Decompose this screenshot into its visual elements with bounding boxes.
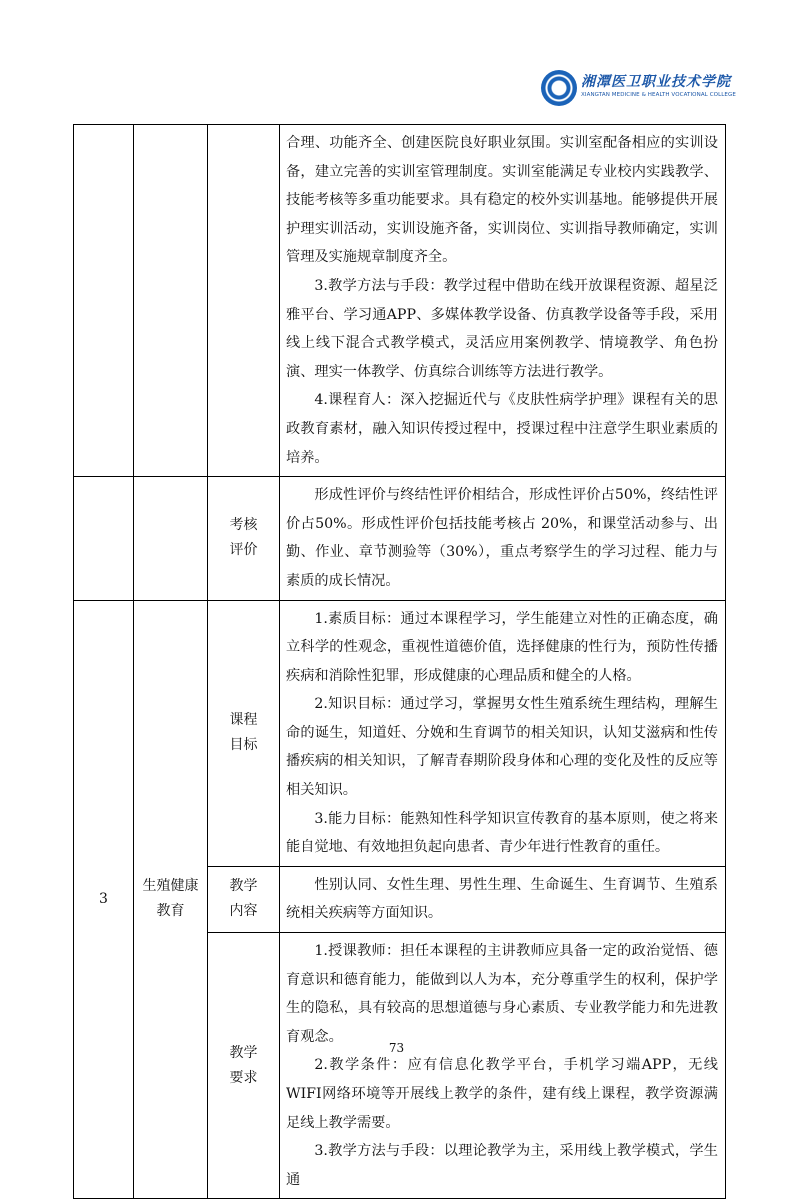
objectives-label: 课程 目标 xyxy=(208,600,280,866)
requirement-item: 1.授课教师：担任本课程的主讲教师应具备一定的政治觉悟、德育意识和德育能力，能做到以人为本，充分尊重学生的权利，保护学生的隐私，具有较高的思想道德与身心素质、专业教学能力和先进教育观念。 xyxy=(286,943,718,1045)
objective-item: 2.知识目标：通过学习，掌握男女性生殖系统生理结构，理解生命的诞生，知道妊、分娩和生育调节的相关知识，认知艾滋病和性传播疾病的相关知识，了解青春期阶段身体和心理的变化及性的反应等相关知识。 xyxy=(286,696,718,799)
school-name-en: XIANGTAN MEDICINE & HEALTH VOCATIONAL COLLEGE xyxy=(581,92,736,98)
table-row xyxy=(74,125,726,477)
table-row xyxy=(74,477,726,600)
objective-item: 1.素质目标：通过本课程学习，学生能建立对性的正确态度，确立科学的性观念，重视性道德价值，选择健康的性行为，预防性传播疾病和消除性犯罪，形成健康的心理品质和健全的人格。 xyxy=(286,610,718,684)
assessment-content xyxy=(280,477,726,600)
teaching-content xyxy=(280,866,726,932)
curriculum-table xyxy=(73,124,726,1199)
course-number: 3 xyxy=(74,600,134,1199)
requirement-item: 4.课程育人：深入挖掘近代与《皮肤性病学护理》课程有关的思政教育素材，融入知识传授过程中，授课过程中注意学生职业素质的培养。 xyxy=(286,392,718,466)
course-number-cell xyxy=(74,125,134,477)
course-number-cell xyxy=(74,477,134,600)
content-label: 教学 内容 xyxy=(208,866,280,932)
school-emblem-icon xyxy=(541,70,577,106)
course-name: 生殖健康 教育 xyxy=(134,600,208,1199)
content-text: 性别认同、女性生理、男性生理、生命诞生、生育调节、生殖系统相关疾病等方面知识。 xyxy=(286,876,718,922)
course-name-cell xyxy=(134,125,208,477)
page-number: 73 xyxy=(388,1041,405,1055)
assessment-label: 考核 评价 xyxy=(208,477,280,600)
table-row xyxy=(74,600,726,866)
course-name-cell xyxy=(134,477,208,600)
requirements-label: 教学 要求 xyxy=(208,933,280,1199)
requirement-item: 3.教学方法与手段：教学过程中借助在线开放课程资源、超星泛雅平台、学习通APP、多媒体教学设备、仿真教学设备等手段，采用线上线下混合式教学模式，灵活应用案例教学、情境教学、角色扮演、理实一体教学、仿真综合训练等方法进行教学。 xyxy=(286,277,718,380)
school-name: 湘潭医卫职业技术学院 xyxy=(581,74,731,90)
school-logo xyxy=(541,68,736,108)
assessment-text: 形成性评价与终结性评价相结合，形成性评价占50%，终结性评价占50%。形成性评价包括技能考核占 20%，和课堂活动参与、出勤、作业、章节测验等（30%），重点考察学生的学习过程、能力与素质的成长情况。 xyxy=(286,487,718,589)
objective-item: 3.能力目标：能熟知性科学知识宣传教育的基本原则，使之将来能自觉地、有效地担负起向患者、青少年进行性教育的重任。 xyxy=(286,810,718,856)
objectives-content xyxy=(280,600,726,866)
requirement-item: 3.教学方法与手段：以理论教学为主，采用线上教学模式，学生通 xyxy=(286,1143,718,1188)
requirement-item: 2.教学条件：应有信息化教学平台，手机学习端APP，无线WIFI网络环境等开展线上教学的条件，建有线上课程，教学资源满足线上教学需要。 xyxy=(286,1057,718,1131)
requirements-continued: 合理、功能齐全、创建医院良好职业氛围。实训室配备相应的实训设备，建立完善的实训室管理制度。实训室能满足专业校内实践教学、技能考核等多重功能要求。具有稳定的校外实训基地。能够提供开展护理实训活动，实训设施齐备，实训岗位、实训指导教师确定，实训管理及实施规章制度齐全。 xyxy=(286,135,718,266)
requirements-content xyxy=(280,933,726,1199)
requirements-content xyxy=(280,125,726,477)
section-label-cell xyxy=(208,125,280,477)
